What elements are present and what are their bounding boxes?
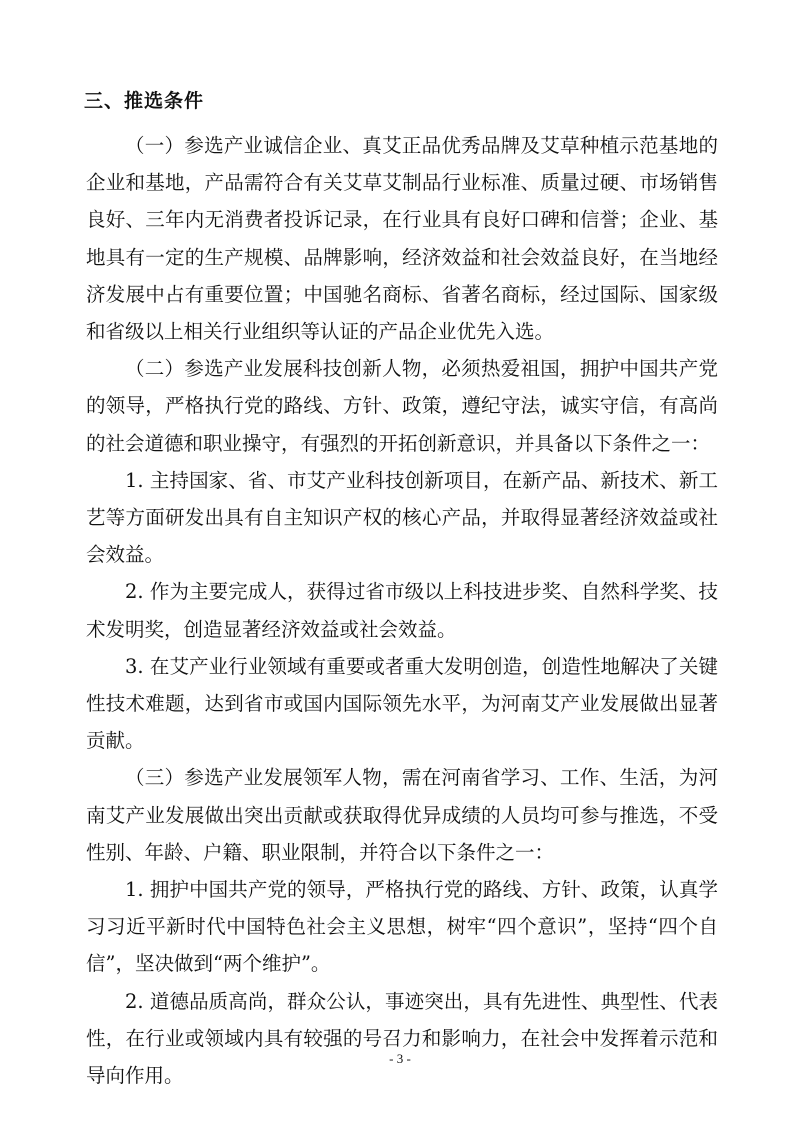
paragraph-criteria-2-item-1: 1. 主持国家、省、市艾产业科技创新项目，在新产品、新技术、新工艺等方面研发出具有自主知识产权的核心产品，并取得显著经济效益或社会效益。 bbox=[86, 468, 718, 567]
paragraph-criteria-2-item-3: 3. 在艾产业行业领域有重要或者重大发明创造，创造性地解决了关键性技术难题，达到省市或国内国际领先水平，为河南艾产业发展做出显著贡献。 bbox=[86, 654, 718, 753]
page-number: - 3 - bbox=[389, 1051, 411, 1066]
document-body bbox=[86, 127, 718, 1094]
paragraph-criteria-3: （三）参选产业发展领军人物，需在河南省学习、工作、生活，为河南艾产业发展做出突出贡献或获取得优异成绩的人员均可参与推选，不受性别、年龄、户籍、职业限制，并符合以下条件之一： bbox=[86, 766, 718, 864]
paragraph-criteria-2: （二）参选产业发展科技创新人物，必须热爱祖国，拥护中国共产党的领导，严格执行党的路线、方针、政策，遵纪守法，诚实守信，有高尚的社会道德和职业操守，有强烈的开拓创新意识，并具备以下条件之一： bbox=[86, 357, 718, 455]
section-heading: 三、推选条件 bbox=[84, 90, 205, 112]
paragraph-criteria-3-item-1: 1. 拥护中国共产党的领导，严格执行党的路线、方针、政策，认真学习习近平新时代中国特色社会主义思想，树牢“四个意识”，坚持“四个自信”，坚决做到“两个维护”。 bbox=[86, 878, 718, 976]
paragraph-criteria-1: （一）参选产业诚信企业、真艾正品优秀品牌及艾草种植示范基地的企业和基地，产品需符合有关艾草艾制品行业标准、质量过硬、市场销售良好、三年内无消费者投诉记录，在行业具有良好口碑和信誉；企业、基地具有一定的生产规模、品牌影响，经济效益和社会效益良好，在当地经济发展中占有重要位置；中国驰名商标、省著名商标，经过国际、国家级和省级以上相关行业组织等认证的产品企业优先入选。 bbox=[86, 134, 718, 344]
paragraph-criteria-3-item-2: 2. 道德品质高尚，群众公认，事迹突出，具有先进性、典型性、代表性，在行业或领域内具有较强的号召力和影响力，在社会中发挥着示范和导向作用。 bbox=[86, 989, 718, 1088]
paragraph-criteria-2-item-2: 2. 作为主要完成人，获得过省市级以上科技进步奖、自然科学奖、技术发明奖，创造显著经济效益或社会效益。 bbox=[86, 580, 718, 641]
